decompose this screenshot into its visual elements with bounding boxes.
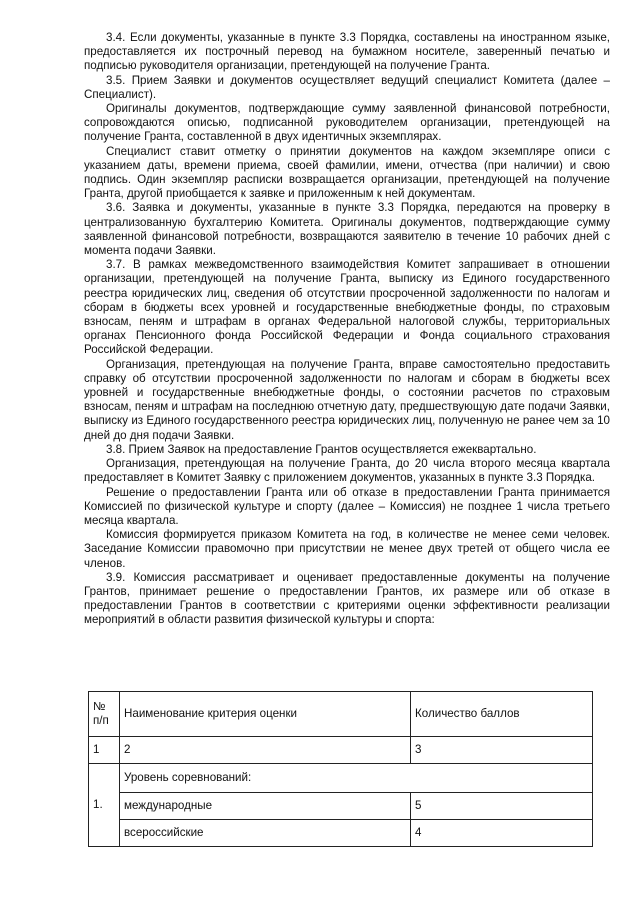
paragraph-3-4: 3.4. Если документы, указанные в пункте 3.3 Порядка, составлены на иностранном языке, предоставляется их построчный перевод на бумажном носителе, заверенный печатью и подписью руководителя организации, претендующей на получение Гранта. — [84, 31, 610, 73]
paragraph-specialist-mark: Специалист ставит отметку о принятии документов на каждом экземпляре описи с указанием даты, времени приема, своей фамилии, имени, отчества (при наличии) и свою подпись. Один экземпляр расписки возвращается организации, претендующей на получение Гранта, другой приобщается к заявке и приложенным к ней документам. — [84, 144, 610, 201]
paragraph-commission: Комиссия формируется приказом Комитета на год, в количестве не менее семи человек. Заседание Комиссии правомочно при присутствии не менее двух третей от общего числа ее членов. — [84, 528, 610, 570]
table-row — [89, 793, 593, 820]
table-header-row — [89, 692, 593, 737]
criterion-points: 4 — [411, 820, 593, 847]
paragraph-3-8: 3.8. Прием Заявок на предоставление Грантов осуществляется ежеквартально. — [106, 442, 537, 456]
group-title: Уровень соревнований: — [120, 764, 593, 793]
table-row — [89, 737, 593, 764]
paragraph-3-7: 3.7. В рамках межведомственного взаимодействия Комитет запрашивает в отношении организации, претендующей на получение Гранта, выписку из Единого государственного реестра юридических лиц, сведения об отсутствии просроченной задолженности по налогам и сборам в бюджеты всех уровней и государственные внебюджетные фонды, по страховым взносам, пеням и штрафам в органах Федеральной налоговой службы, территориальных органах Пенсионного фонда Российской Федерации и Фонда социального страхования Российской Федерации. — [84, 258, 610, 357]
table-row — [89, 764, 593, 793]
column-number-1: 1 — [89, 737, 120, 764]
paragraph-decision: Решение о предоставлении Гранта или об отказе в предоставлении Гранта принимается Комиссией по физической культуре и спорту (далее – Комиссия) не позднее 1 числа третьего месяца квартала. — [84, 485, 610, 527]
criteria-table — [88, 691, 593, 847]
header-number: № п/п — [89, 692, 120, 737]
paragraph-3-6: 3.6. Заявка и документы, указанные в пункте 3.3 Порядка, передаются на проверку в централизованную бухгалтерию Комитета. Оригиналы документов, подтверждающие сумму заявленной финансовой потребности, возвращаются заявителю в течение 10 рабочих дней с момента подачи Заявки. — [84, 201, 610, 258]
column-number-3: 3 — [411, 737, 593, 764]
header-points: Количество баллов — [411, 692, 593, 737]
table-row — [89, 820, 593, 847]
paragraph-3-9: 3.9. Комиссия рассматривает и оценивает предоставленные документы на получение Грантов, принимает решение о предоставлении Грантов, их размере или об отказе в предоставлении Грантов в соответствии с критериями оценки эффективности реализации мероприятий в области развития физической культуры и спорта: — [84, 570, 610, 627]
criterion-name: всероссийские — [120, 820, 411, 847]
paragraph-organization-certificate: Организация, претендующая на получение Гранта, вправе самостоятельно предоставить справку об отсутствии просроченной задолженности по налогам и сборам в бюджеты всех уровней и государственные внебюджетные фонды, о состоянии расчетов по страховым взносам, пеням и штрафам на последнюю отчетную дату, предшествующую дате подачи Заявки, выписку из Единого государственного реестра юридических лиц, полученную не ранее чем за 10 дней до дня подачи Заявки. — [84, 357, 610, 442]
criterion-points: 5 — [411, 793, 593, 820]
paragraph-application-deadline: Организация, претендующая на получение Гранта, до 20 числа второго месяца квартала предоставляет в Комитет Заявку с приложением документов, указанных в пункте 3.3 Порядка. — [84, 457, 610, 485]
column-number-2: 2 — [120, 737, 411, 764]
paragraph-originals: Оригиналы документов, подтверждающие сумму заявленной финансовой потребности, сопровождаются описью, подписанной руководителем организации, претендующей на получение Гранта, составленной в двух идентичных экземплярах. — [84, 102, 610, 144]
paragraph-3-5: 3.5. Прием Заявки и документов осуществляет ведущий специалист Комитета (далее – Специалист). — [84, 73, 610, 101]
document-body — [84, 31, 610, 628]
criterion-name: международные — [120, 793, 411, 820]
group-number: 1. — [89, 764, 120, 847]
header-criterion: Наименование критерия оценки — [120, 692, 411, 737]
